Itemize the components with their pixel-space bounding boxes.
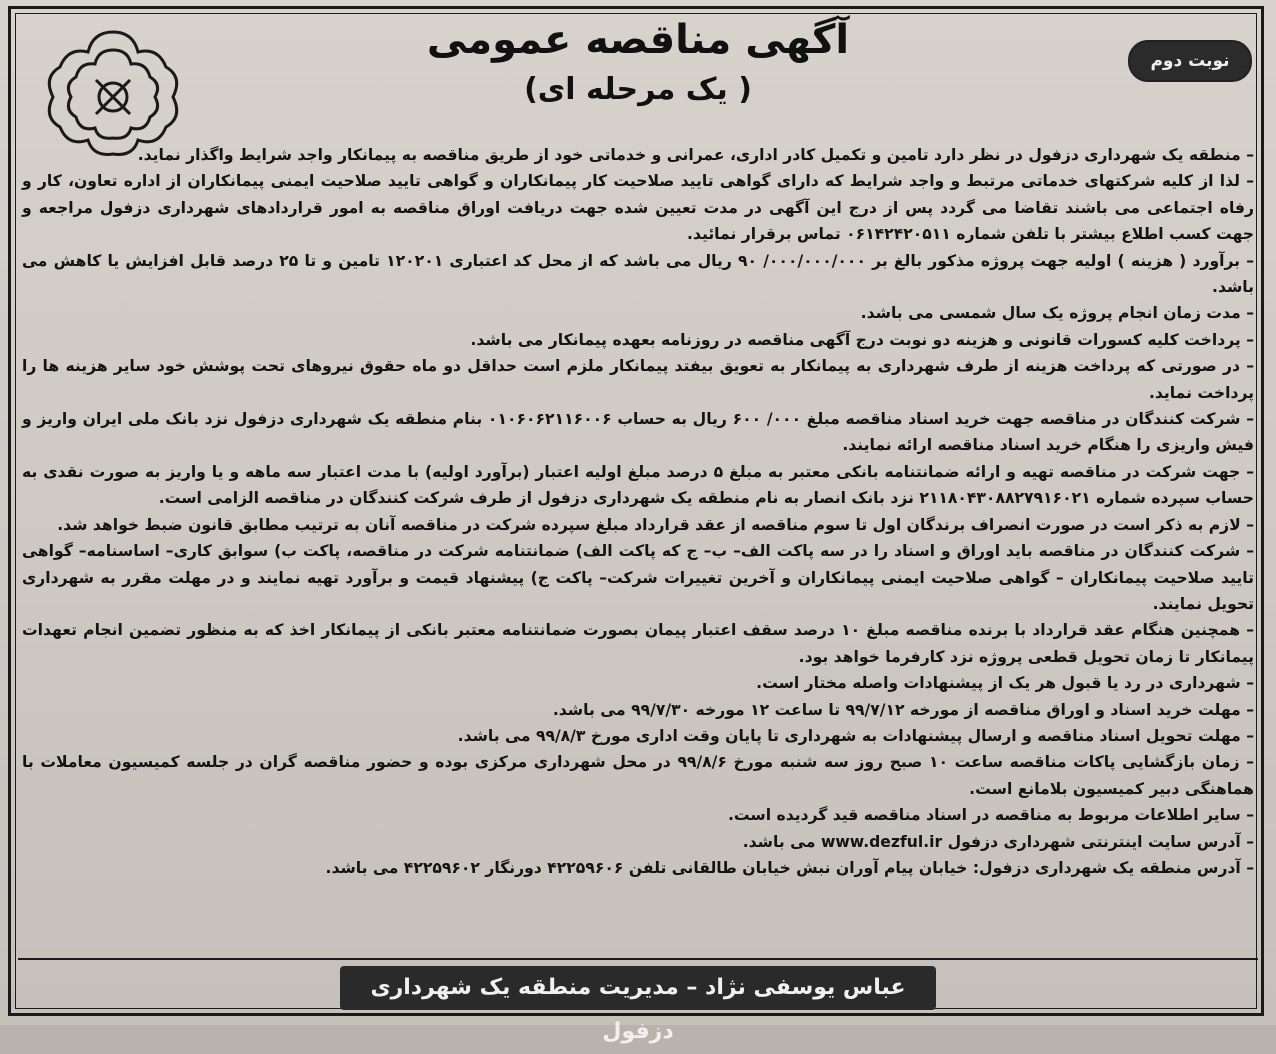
notice-subtitle: ( یک مرحله ای) (524, 72, 752, 107)
notice-title: آگهی مناقصه عمومی (426, 17, 850, 63)
notice-paragraph: – زمان بازگشایی پاکات مناقصه ساعت ۱۰ صبح روز سه شنبه مورخ ۹۹/۸/۶ در محل شهرداری مرکزی بوده و حضور مناقصه گران در جلسه کمیسیون معاملات با هماهنگی دبیر کمیسیون بلامانع است. (22, 753, 1254, 798)
municipality-emblem-icon (38, 22, 188, 162)
notice-paragraph: – شرکت کنندگان در مناقصه باید اوراق و اسناد را در سه پاکت الف– ب– ج که پاکت الف) ضمانتنامه شرکت در مناقصه، پاکت ب) سوابق کاری– اساسنامه– گواهی تایید صلاحیت پیمانکاران – گواهی صلاحیت ایمنی پیمانکاران و آخرین تغییرات شرکت– پاکت ج) پیشنهاد قیمت و برآورد تهیه نمایند و در مهلت مقرر به شهرداری تحویل نمایند. (22, 542, 1254, 613)
website-paragraph: – آدرس سایت اینترنتی شهرداری دزفول www.dezful.ir می باشد. (742, 832, 1254, 851)
notice-paragraph: – همچنین هنگام عقد قرارداد با برنده مناقصه مبلغ ۱۰ درصد سقف اعتبار پیمان بصورت ضمانتنامه معتبر بانکی از پیمانکار اخذ که به منظور تضمین انجام تعهدات پیمانکار تا زمان تحویل قطعی پروژه نزد کارفرما خواهد بود. (22, 621, 1254, 666)
notice-paragraph: – مهلت خرید اسناد و اوراق مناقصه از مورخه ۹۹/۷/۱۲ تا ساعت ۱۲ مورخه ۹۹/۷/۳۰ می باشد. (552, 700, 1254, 719)
notice-paragraph: – برآورد ( هزینه ) اولیه جهت پروژه مذکور بالغ بر ۰۰۰/۰۰۰/۰۰۰/ ۹۰ ریال می باشد که از محل کد اعتباری ۱۲۰۲۰۱ تامین و تا ۲۵ درصد قابل افزایش یا کاهش می باشد. (22, 251, 1254, 297)
address-paragraph: – آدرس منطقه یک شهرداری دزفول: خیابان پیام آوران نبش خیابان طالقانی تلفن ۴۲۲۵۹۶۰۶ دورنگار ۴۲۲۵۹۶۰۲ می باشد. (325, 858, 1254, 877)
signature-banner: عباس یوسفی نژاد – مدیریت منطقه یک شهرداری دزفول (340, 966, 936, 1010)
notice-paragraph: – مهلت تحویل اسناد مناقصه و ارسال پیشنهادات به شهرداری تا پایان وقت اداری مورخ ۹۹/۸/۳ می باشد. (457, 726, 1254, 745)
notice-paragraph: – سایر اطلاعات مربوط به مناقصه در اسناد مناقصه قید گردیده است. (727, 806, 1254, 825)
notice-paragraph: – لذا از کلیه شرکتهای خدماتی مرتبط و واجد شرایط که دارای گواهی تایید صلاحیت کار پیمانکاران و گواهی تایید صلاحیت ایمنی پیمانکاران از اداره تعاون، کار و رفاه اجتماعی می باشند تقاضا می گردد پس از درج این آگهی در مدت تعیین شده جهت دریافت اوراق مناقصه به امور قراردادهای شهرداری دزفول مراجعه و جهت کسب اطلاع بیشتر با تلفن شماره ۰۶۱۴۲۴۲۰۵۱۱ تماس برقرار نمائید. (22, 172, 1254, 244)
notice-paragraph: – پرداخت کلیه کسورات قانونی و هزینه دو نوبت درج آگهی مناقصه در روزنامه بعهده پیمانکار می باشد. (470, 330, 1254, 349)
notice-paragraph: – مدت زمان انجام پروژه یک سال شمسی می باشد. (860, 304, 1254, 323)
notice-paragraph: – جهت شرکت در مناقصه تهیه و ارائه ضمانتنامه بانکی معتبر به مبلغ ۵ درصد مبلغ اولیه اعتبار (برآورد اولیه) با مدت اعتبار سه ماهه و یا واریز به صورت نقدی به حساب سپرده شماره ۲۱۱۸۰۴۳۰۸۸۲۷۹۱۶۰۲۱ نزد بانک انصار به نام منطقه یک شهرداری دزفول از طرف شرکت کنندگان در مناقصه الزامی است. (22, 462, 1254, 508)
notice-paragraph: – شهرداری در رد یا قبول هر یک از پیشنهادات واصله مختار است. (756, 674, 1254, 693)
notice-paragraph: – لازم به ذکر است در صورت انصراف برندگان اول تا سوم مناقصه از عقد قرارداد مبلغ سپرده شرکت در مناقصه آنان به ترتیب مطابق قانون ضبط خواهد شد. (57, 515, 1254, 534)
notice-body (22, 142, 1254, 881)
footer-divider (18, 958, 1258, 960)
notice-paragraph: – منطقه یک شهرداری دزفول در نظر دارد تامین و تکمیل کادر اداری، عمرانی و خدماتی خود از طریق مناقصه به پیمانکار واجد شرایط واگذار نماید. (137, 146, 1254, 164)
notice-paragraph: – در صورتی که پرداخت هزینه از طرف شهرداری به پیمانکار به تعویق بیفتد پیمانکار ملزم است حداقل دو ماه حقوق نیروهای تحت پوشش خود سایر هزینه ها را پرداخت نماید. (22, 357, 1254, 402)
publication-round-badge: نوبت دوم (1128, 40, 1252, 82)
notice-paragraph: – شرکت کنندگان در مناقصه جهت خرید اسناد مناقصه مبلغ ۰۰۰/ ۶۰۰ ریال به حساب ۰۱۰۶۰۶۲۱۱۶۰۰۶ بنام منطقه یک شهرداری دزفول نزد بانک ملی ایران واریز و فیش واریزی را هنگام خرید اسناد مناقصه ارائه نمایند. (22, 410, 1254, 455)
